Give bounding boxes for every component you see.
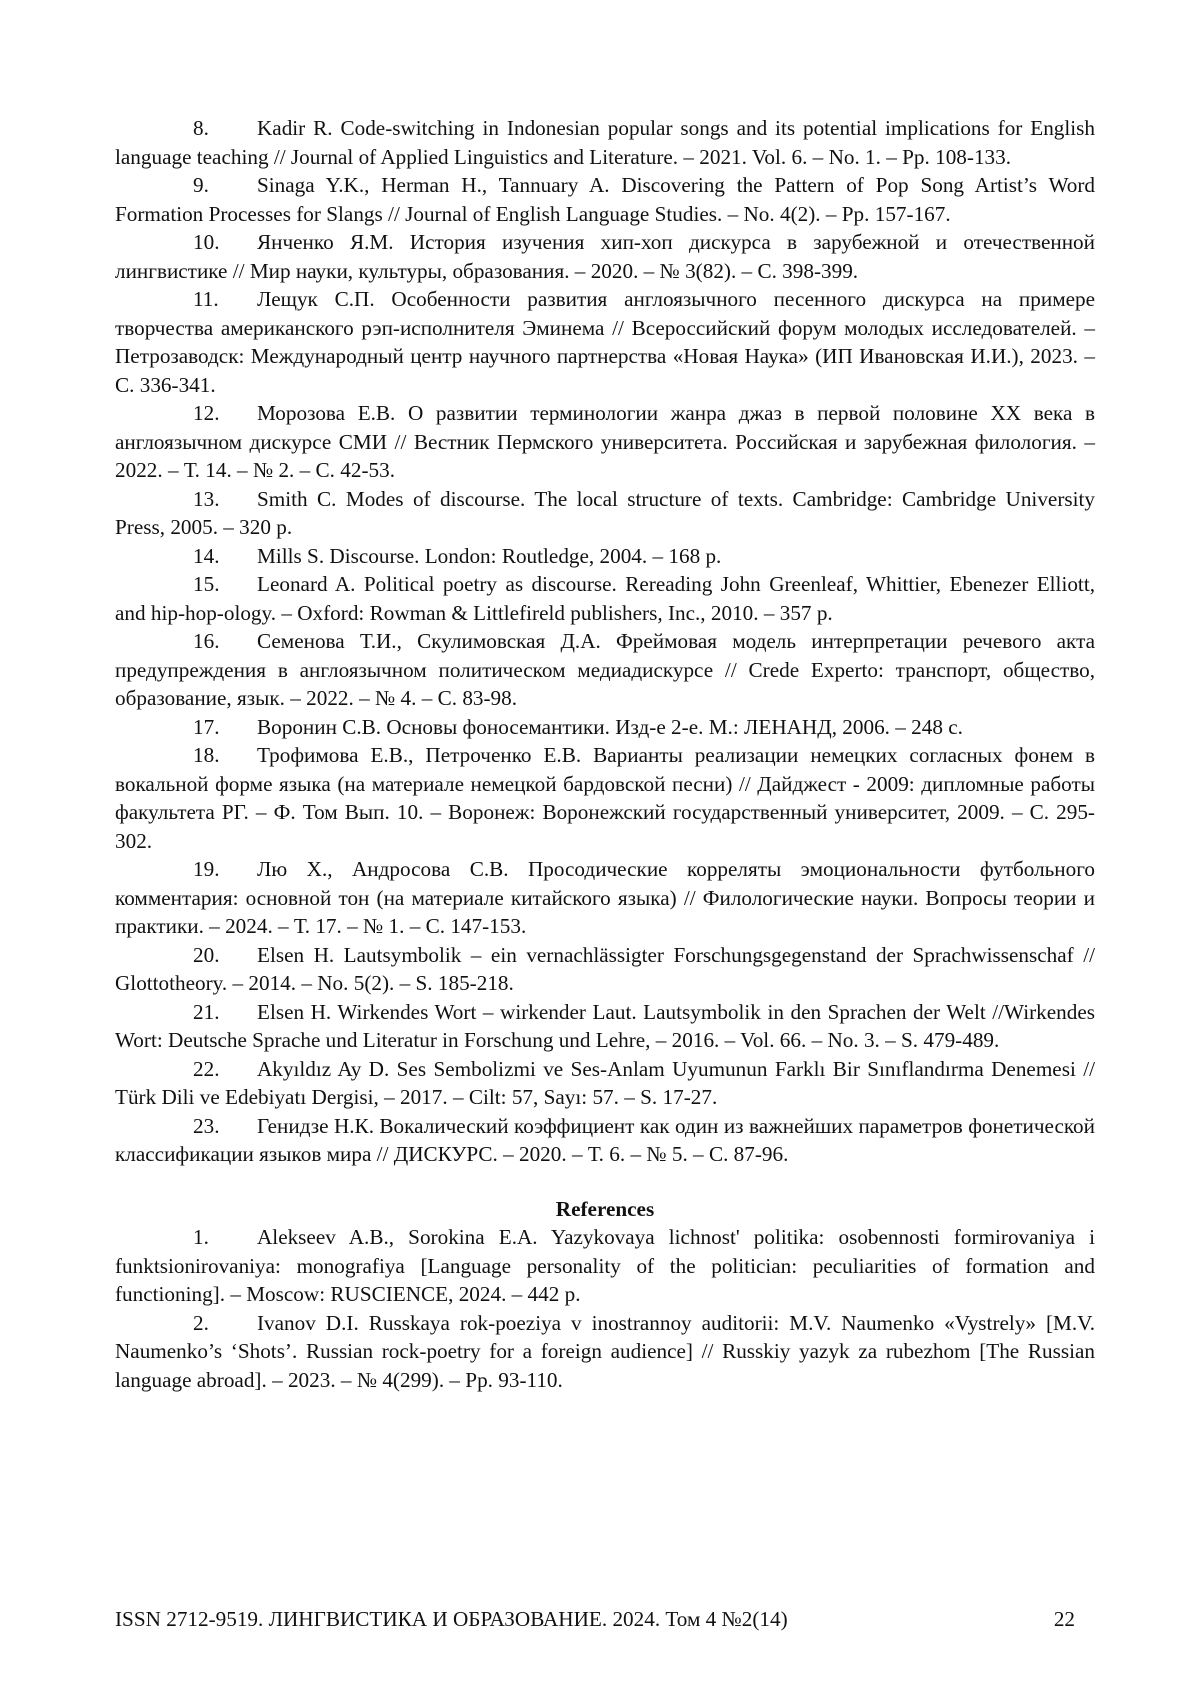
bibliography-list (115, 114, 1095, 1169)
bibliography-entry-16 (115, 627, 1095, 713)
entry-text: Лещук С.П. Особенности развития англоязычного песенного дискурса на примере творчества американского рэп-исполнителя Эминема // Всероссийский форум молодых исследователей. – Петрозаводск: Международный центр научного партнерства «Новая Наука» (ИП Ивановская И.И.), 2023. – С. 336-341. (115, 287, 1095, 397)
entry-text: Smith C. Modes of discourse. The local structure of texts. Cambridge: Cambridge University Press, 2005. – 320 p. (115, 487, 1095, 540)
entry-text: Ivanov D.I. Russkaya rok-poeziya v inostrannoy auditorii: M.V. Naumenko «Vystrely» [M.V. Naumenko’s ‘Shots’. Russian rock-poetry for a foreign audience] // Russkiy yazyk za rubezhom [The Russian language abroad]. – 2023. – № 4(299). – Pp. 93-110. (115, 1311, 1095, 1392)
bibliography-entry-9 (115, 171, 1095, 228)
entry-text: Elsen H. Wirkendes Wort – wirkender Laut. Lautsymbolik in den Sprachen der Welt //Wirkendes Wort: Deutsche Sprache und Literatur in Forschung und Lehre, – 2016. – Vol. 66. – No. 3. – S. 479-489. (115, 1000, 1095, 1053)
bibliography-entry-8 (115, 114, 1095, 171)
entry-number: 23. (193, 1112, 257, 1141)
entry-text: Akyıldız Ay D. Ses Sembolizmi ve Ses-Anlam Uyumunun Farklı Bir Sınıflandırma Denemesi // Türk Dili ve Edebiyatı Dergisi, – 2017. – Cilt: 57, Sayı: 57. – S. 17-27. (115, 1057, 1095, 1110)
entry-number: 12. (193, 399, 257, 428)
entry-number: 14. (193, 542, 257, 571)
bibliography-entry-19 (115, 855, 1095, 941)
entry-number: 16. (193, 627, 257, 656)
entry-text: Лю Х., Андросова С.В. Просодические корреляты эмоциональности футбольного комментария: основной тон (на материале китайского языка) // Филологические науки. Вопросы теории и практики. – 2024. – Т. 17. – № 1. – С. 147-153. (115, 857, 1095, 938)
entry-number: 9. (193, 171, 257, 200)
entry-text: Генидзе Н.К. Вокалический коэффициент как один из важнейших параметров фонетической классификации языков мира // ДИСКУРС. – 2020. – Т. 6. – № 5. – С. 87-96. (115, 1114, 1095, 1167)
references-heading: References (115, 1195, 1095, 1224)
entry-text: Kadir R. Code-switching in Indonesian popular songs and its potential implications for English language teaching // Journal of Applied Linguistics and Literature. – 2021. Vol. 6. – No. 1. – Pp. 108-133. (115, 116, 1095, 169)
entry-number: 20. (193, 941, 257, 970)
references-list (115, 1223, 1095, 1394)
entry-text: Leonard A. Political poetry as discourse. Rereading John Greenleaf, Whittier, Ebenezer Elliott, and hip-hop-ology. – Oxford: Rowman & Littlefireld publishers, Inc., 2010. – 357 p. (115, 572, 1095, 625)
entry-number: 17. (193, 713, 257, 742)
entry-text: Alekseev A.B., Sorokina E.A. Yazykovaya lichnost' politika: osobennosti formirovaniya i funktsionirovaniya: monografiya [Language personality of the politician: peculiarities of formation and functioning]. – Moscow: RUSCIENCE, 2024. – 442 p. (115, 1225, 1095, 1306)
bibliography-entry-15 (115, 570, 1095, 627)
entry-text: Трофимова Е.В., Петроченко Е.В. Варианты реализации немецких согласных фонем в вокальной форме языка (на материале немецкой бардовской песни) // Дайджест - 2009: дипломные работы факультета РГ. – Ф. Том Вып. 10. – Воронеж: Воронежский государственный университет, 2009. – С. 295-302. (115, 743, 1095, 853)
entry-number: 8. (193, 114, 257, 143)
entry-number: 1. (193, 1223, 257, 1252)
entry-text: Воронин С.В. Основы фоносемантики. Изд-е 2-е. М.: ЛЕНАНД, 2006. – 248 с. (257, 715, 963, 739)
entry-number: 19. (193, 855, 257, 884)
entry-number: 21. (193, 998, 257, 1027)
entry-text: Янченко Я.М. История изучения хип-хоп дискурса в зарубежной и отечественной лингвистике // Мир науки, культуры, образования. – 2020. – № 3(82). – С. 398-399. (115, 230, 1095, 283)
entry-number: 18. (193, 741, 257, 770)
bibliography-entry-18 (115, 741, 1095, 855)
bibliography-entry-22 (115, 1055, 1095, 1112)
reference-entry-1 (115, 1223, 1095, 1309)
entry-text: Sinaga Y.K., Herman H., Tannuary A. Discovering the Pattern of Pop Song Artist’s Word Formation Processes for Slangs // Journal of English Language Studies. – No. 4(2). – Pp. 157-167. (115, 173, 1095, 226)
entry-number: 10. (193, 228, 257, 257)
entry-number: 22. (193, 1055, 257, 1084)
page-number: 22 (1054, 1605, 1075, 1633)
reference-entry-2 (115, 1309, 1095, 1395)
bibliography-entry-14 (115, 542, 1095, 571)
journal-info: ISSN 2712-9519. ЛИНГВИСТИКА И ОБРАЗОВАНИЕ. 2024. Том 4 №2(14) (115, 1605, 788, 1633)
bibliography-entry-12 (115, 399, 1095, 485)
entry-number: 11. (193, 285, 257, 314)
entry-text: Морозова Е.В. О развитии терминологии жанра джаз в первой половине XX века в англоязычном дискурсе СМИ // Вестник Пермского университета. Российская и зарубежная филология. – 2022. – Т. 14. – № 2. – С. 42-53. (115, 401, 1095, 482)
entry-text: Elsen H. Lautsymbolik – ein vernachlässigter Forschungsgegenstand der Sprachwissenschaf // Glottotheory. – 2014. – No. 5(2). – S. 185-218. (115, 943, 1095, 996)
bibliography-entry-20 (115, 941, 1095, 998)
bibliography-entry-21 (115, 998, 1095, 1055)
bibliography-entry-13 (115, 485, 1095, 542)
entry-number: 15. (193, 570, 257, 599)
entry-number: 13. (193, 485, 257, 514)
bibliography-entry-10 (115, 228, 1095, 285)
bibliography-entry-17 (115, 713, 1095, 742)
entry-text: Mills S. Discourse. London: Routledge, 2004. – 168 p. (257, 544, 721, 568)
bibliography-entry-23 (115, 1112, 1095, 1169)
entry-text: Семенова Т.И., Скулимовская Д.А. Фреймовая модель интерпретации речевого акта предупреждения в англоязычном политическом медиадискурсе // Crede Experto: транспорт, общество, образование, язык. – 2022. – № 4. – С. 83-98. (115, 629, 1095, 710)
page-content (115, 114, 1095, 1394)
document-page (0, 0, 1200, 1697)
bibliography-entry-11 (115, 285, 1095, 399)
entry-number: 2. (193, 1309, 257, 1338)
